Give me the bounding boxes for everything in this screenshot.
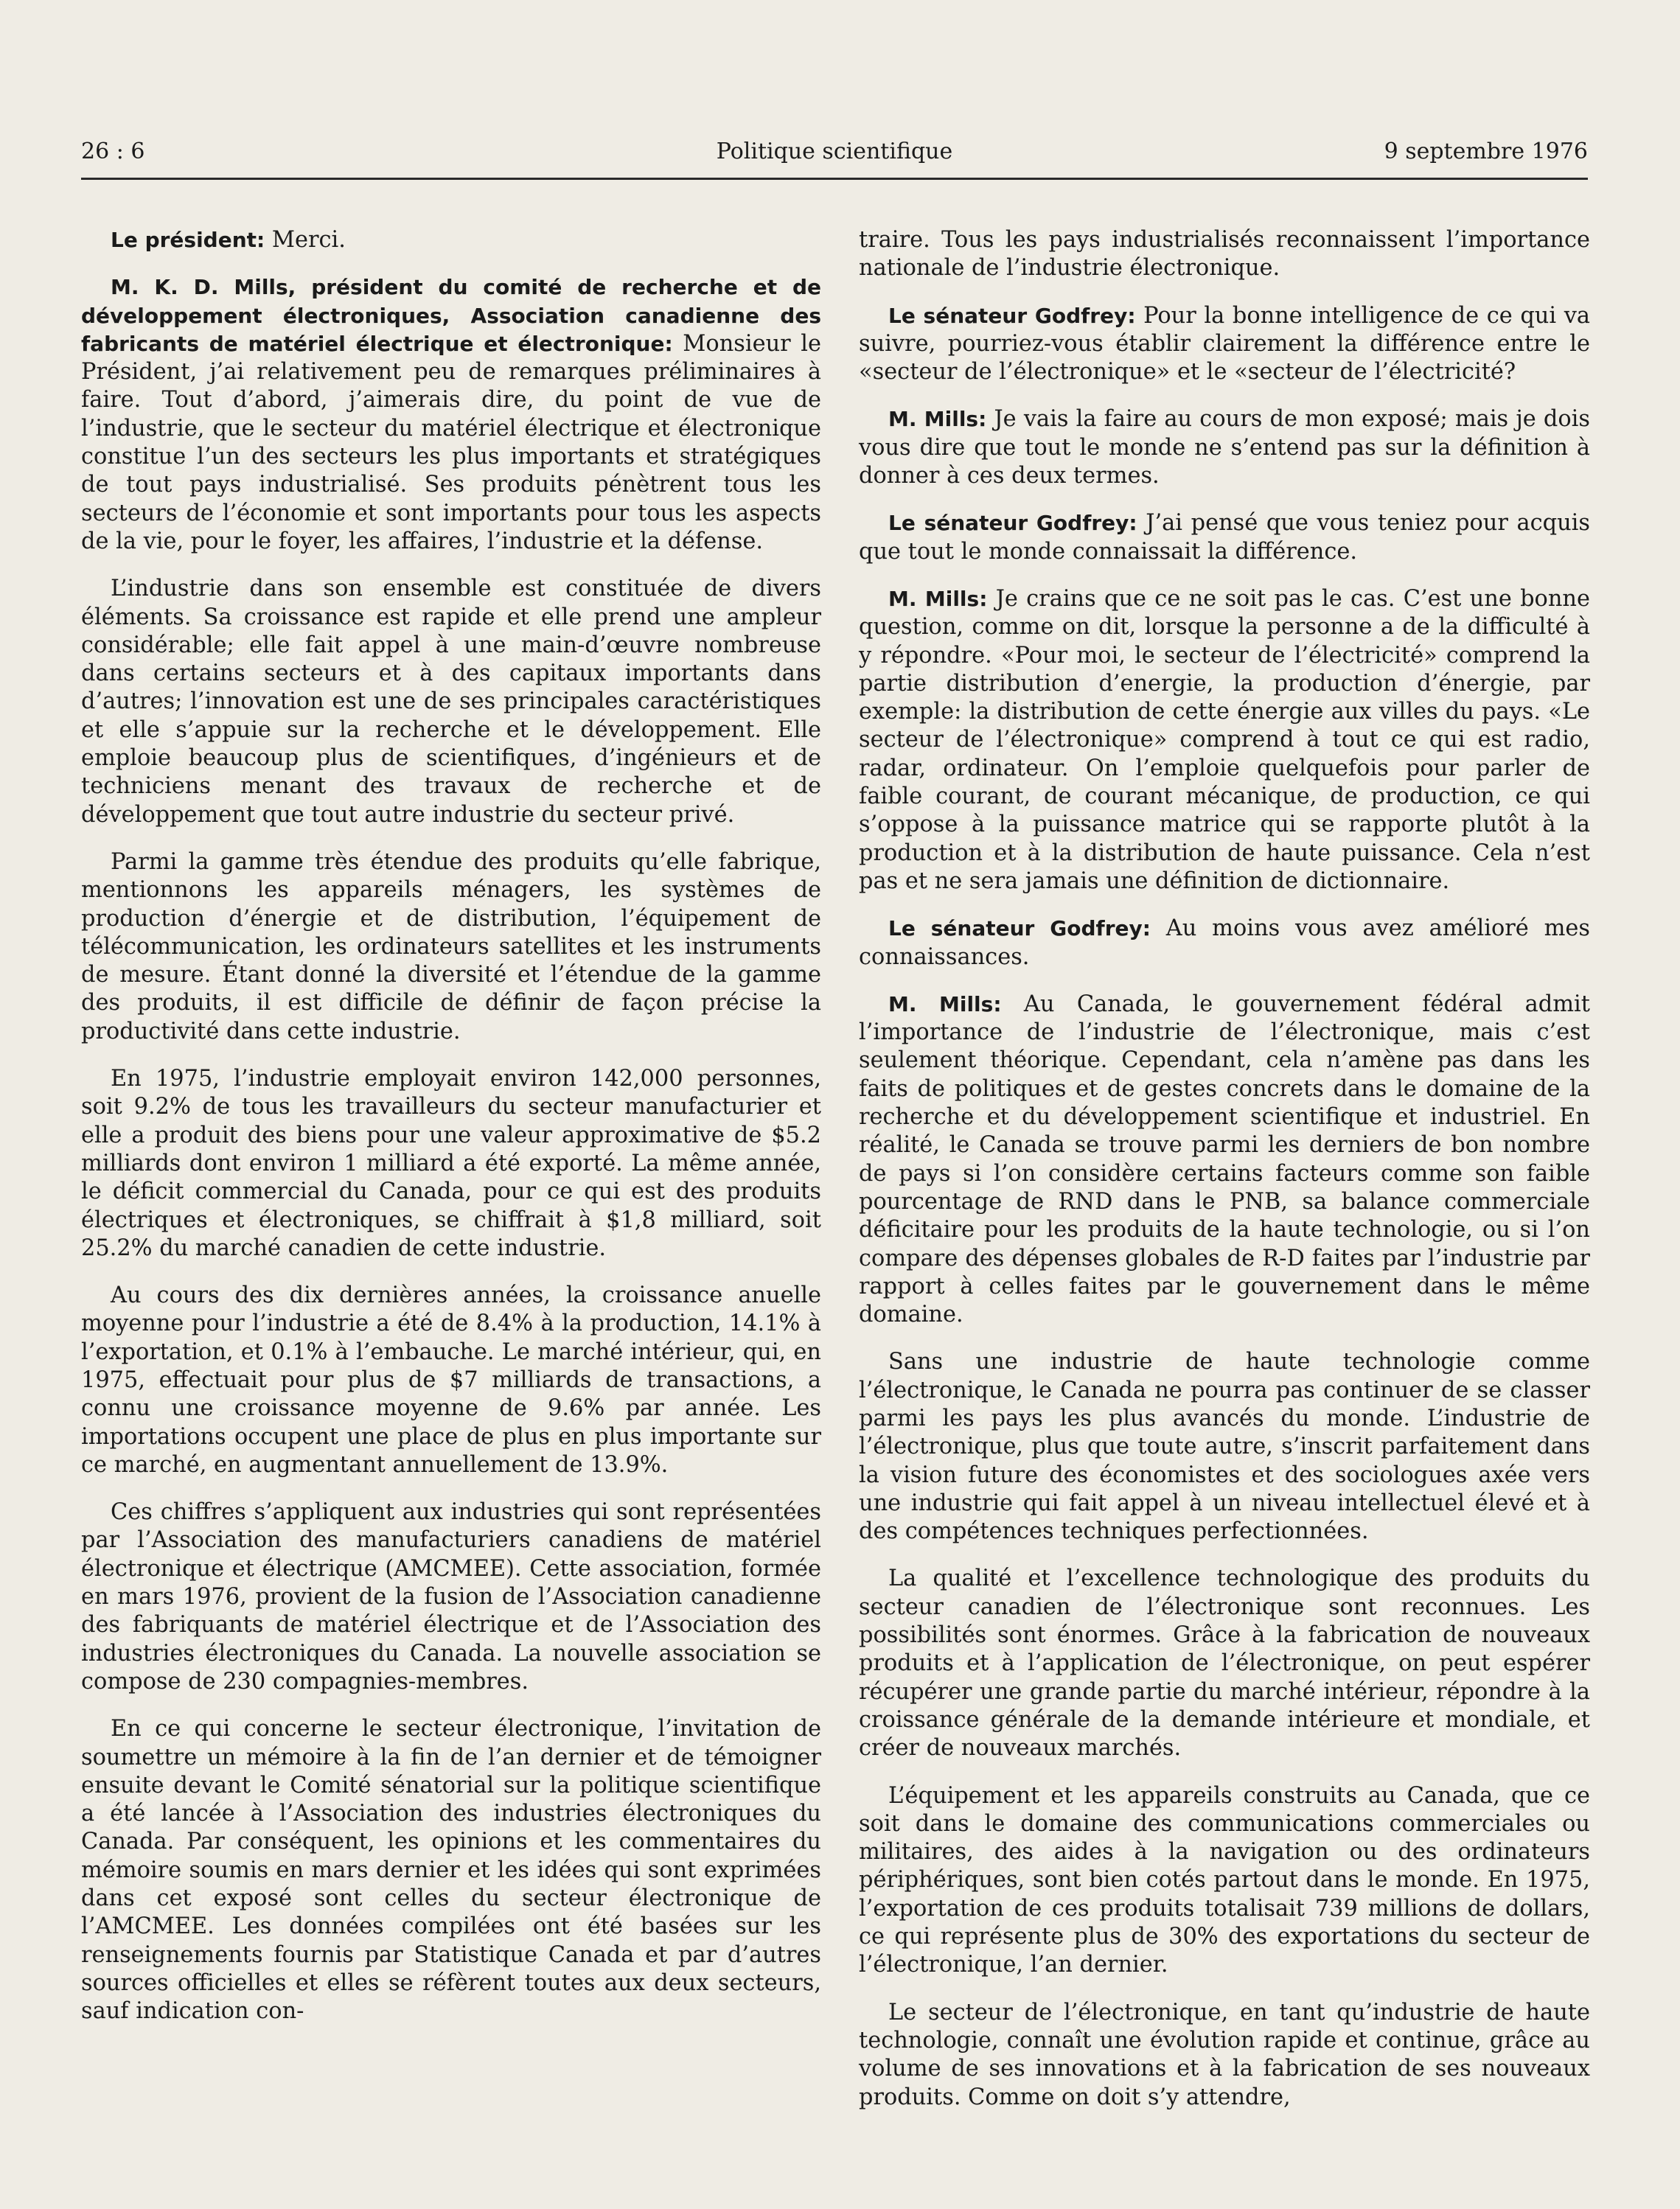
paragraph-text: Le secteur de l’électronique, en tant qu’industrie de haute technologie, connaît une évolution rapide et continue, grâce au volume de ses innovations et à la fabrication de ses nouveaux produits. Comme on doit s’y attendre,: [859, 1999, 1590, 2110]
paragraph: [81, 226, 821, 254]
paragraph: [859, 226, 1590, 283]
speaker-name: Le sénateur Godfrey:: [888, 511, 1137, 536]
right-column: [859, 226, 1590, 2131]
paragraph-text: En 1975, l’industrie employait environ 142,000 personnes, soit 9.2% de tous les travailleurs du secteur manufacturier et elle a produit des biens pour une valeur approximative de $5.2 milliards dont environ 1 milliard a été exporté. La même année, le déficit commercial du Canada, pour ce qui est des produits électriques et électroniques, se chiffrait à $1,8 milliard, soit 25.2% du marché canadien de cette industrie.: [81, 1066, 821, 1261]
paragraph-text: Ces chiffres s’appliquent aux industries qui sont représentées par l’Association des manufacturiers canadiens de matériel électronique et électrique (AMCMEE). Cette association, formée en mars 1976, provient de la fusion de l’Association canadienne des fabriquants de matériel électrique et de l’Association des industries électroniques du Canada. La nouvelle association se compose de 230 compagnies-membres.: [81, 1499, 821, 1695]
paragraph: [859, 1782, 1590, 1980]
paragraph: [859, 509, 1590, 566]
header-rule: [81, 178, 1588, 180]
paragraph: [81, 1498, 821, 1696]
speaker-name: M. Mills:: [888, 407, 987, 432]
paragraph: [859, 915, 1590, 971]
paragraph: [859, 1565, 1590, 1762]
speaker-name: Le président:: [111, 228, 265, 252]
paragraph-text: L’industrie dans son ensemble est constituée de divers éléments. Sa croissance est rapide et elle prend une ampleur considérable; elle fait appel à une main-d’œuvre nombreuse dans certains secteurs et à des capitaux importants dans d’autres; l’innovation est une de ses principales caractéristiques et elle s’appuie sur la recherche et le développement. Elle emploie beaucoup plus de scientifiques, d’ingénieurs et de techniciens menant des travaux de recherche et de développement que tout autre industrie du secteur privé.: [81, 576, 821, 828]
page-header: [81, 139, 1588, 177]
running-title: Politique scientifique: [716, 139, 953, 164]
paragraph-text: traire. Tous les pays industrialisés reconnaissent l’importance nationale de l’industrie électronique.: [859, 227, 1590, 282]
paragraph-text: L’équipement et les appareils construits au Canada, que ce soit dans le domaine des communications commerciales ou militaires, des aides à la navigation ou des ordinateurs périphériques, sont bien cotés partout dans le monde. En 1975, l’exportation de ces produits totalisait 739 millions de dollars, ce qui représente plus de 30% des exportations du secteur de l’électronique, l’an dernier.: [859, 1782, 1590, 1978]
left-column: [81, 226, 821, 2045]
paragraph: [859, 1348, 1590, 1546]
speaker-name: M. K. D. Mills, président du comité de recherche et de développement électroniques, Association canadienne des fabricants de matériel électrique et électronique:: [81, 275, 821, 356]
paragraph-text: Pour la bonne intelligence de ce qui va suivre, pourriez-vous établir clairement la différence entre le «secteur de l’électronique» et le «secteur de l’électricité?: [859, 302, 1590, 385]
speaker-name: M. Mills:: [888, 991, 1002, 1016]
paragraph: [859, 302, 1590, 387]
paragraph-text: Merci.: [265, 227, 346, 253]
paragraph-text: Je vais la faire au cours de mon exposé; mais je dois vous dire que tout le monde ne s’entend pas sur la définition à donner à ces deux termes.: [859, 406, 1590, 489]
paragraph-text: Monsieur le Président, j’ai relativement peu de remarques préliminaires à faire. Tout d’abord, j’aimerais dire, du point de vue de l’industrie, que le secteur du matériel électrique et électronique constitue l’un des secteurs les plus importants et stratégiques de tout pays industrialisé. Ses produits pénètrent tous les secteurs de l’économie et sont importants pour tous les aspects de la vie, pour le foyer, les affaires, l’industrie et la défense.: [81, 330, 821, 554]
paragraph: [81, 1065, 821, 1263]
paragraph: [81, 1715, 821, 2025]
paragraph: [81, 848, 821, 1046]
paragraph-text: Au moins vous avez amélioré mes connaissances.: [859, 915, 1590, 970]
speaker-name: Le sénateur Godfrey:: [888, 303, 1136, 328]
paragraph-text: Au cours des dix dernières années, la croissance anuelle moyenne pour l’industrie a été de 8.4% à la production, 14.1% à l’exportation, et 0.1% à l’embauche. Le marché intérieur, qui, en 1975, effectuait pour plus de $7 milliards de transactions, a connu une croissance moyenne de 9.6% par année. Les importations occupent une place de plus en plus importante sur ce marché, en augmentant annuellement de 13.9%.: [81, 1283, 821, 1478]
paragraph: [859, 585, 1590, 896]
paragraph: [859, 991, 1590, 1330]
speaker-name: M. Mills:: [888, 586, 988, 611]
paragraph-text: J’ai pensé que vous teniez pour acquis que tout le monde connaissait la différence.: [859, 510, 1590, 565]
speaker-name: Le sénateur Godfrey:: [888, 916, 1151, 941]
paragraph-text: Parmi la gamme très étendue des produits qu’elle fabrique, mentionnons les appareils ménagers, les systèmes de production d’énergie et de distribution, l’équipement de télécommunication, les ordinateurs satellites et les instruments de mesure. Étant donné la diversité et l’étendue de la gamme des produits, il est difficile de définir de façon précise la productivité dans cette industrie.: [81, 848, 821, 1044]
paragraph-text: Au Canada, le gouvernement fédéral admit l’importance de l’industrie de l’électronique, mais c’est seulement théorique. Cependant, cela n’amène pas dans les faits de politiques et de gestes concrets dans le domaine de la recherche et du développement scientifique et industriel. En réalité, le Canada se trouve parmi les derniers de bon nombre de pays si l’on considère certains facteurs comme son faible pourcentage de RND dans le PNB, sa balance commerciale déficitaire pour les produits de la haute technologie, ou si l’on compare des dépenses globales de R-D faites par l’industrie par rapport à celles faites par le gouvernement dans le même domaine.: [859, 991, 1590, 1328]
paragraph-text: En ce qui concerne le secteur électronique, l’invitation de soumettre un mémoire à la fin de l’an dernier et de témoigner ensuite devant le Comité sénatorial sur la politique scientifique a été lancée à l’Association des industries électroniques du Canada. Par conséquent, les opinions et les commentaires du mémoire soumis en mars dernier et les idées qui sont exprimées dans cet exposé sont celles du secteur électronique de l’AMCMEE. Les données compilées ont été basées sur les renseignements fournis par Statistique Canada et par d’autres sources officielles et elles se réfèrent toutes aux deux secteurs, sauf indication con-: [81, 1716, 821, 2025]
paragraph-text: La qualité et l’excellence technologique des produits du secteur canadien de l’électronique sont reconnues. Les possibilités sont énormes. Grâce à la fabrication de nouveaux produits et à l’application de l’électronique, on peut espérer récupérer une grande partie du marché intérieur, répondre à la croissance générale de la demande intérieure et mondiale, et créer de nouveaux marchés.: [859, 1566, 1590, 1762]
paragraph-text: Sans une industrie de haute technologie comme l’électronique, le Canada ne pourra pas continuer de se classer parmi les pays les plus avancés du monde. L’industrie de l’électronique, plus que toute autre, s’inscrit parfaitement dans la vision future des économistes et des sociologues axée vers une industrie qui fait appel à un niveau intellectuel élevé et à des compétences techniques perfectionnées.: [859, 1349, 1590, 1545]
paragraph: [859, 1999, 1590, 2112]
paragraph: [81, 273, 821, 556]
paragraph: [81, 1282, 821, 1479]
paragraph: [81, 575, 821, 829]
page-number: 26 : 6: [81, 139, 145, 164]
header-date: 9 septembre 1976: [1384, 139, 1588, 164]
paragraph-text: Je crains que ce ne soit pas le cas. C’est une bonne question, comme on dit, lorsque la personne a de la difficulté à y répondre. «Pour moi, le secteur de l’électricité» comprend la partie distribution d’energie, la production d’énergie, par exemple: la distribution de cette énergie aux villes du pays. «Le secteur de l’électronique» comprend à tout ce qui est radio, radar, ordinateur. On l’emploie quelquefois pour parler de faible courant, de courant mécanique, de production, ce qui s’oppose à la puissance matrice qui se rapporte plutôt à la production et à la distribution de haute puissance. Cela n’est pas et ne sera jamais une définition de dictionnaire.: [859, 585, 1590, 894]
paragraph: [859, 405, 1590, 490]
